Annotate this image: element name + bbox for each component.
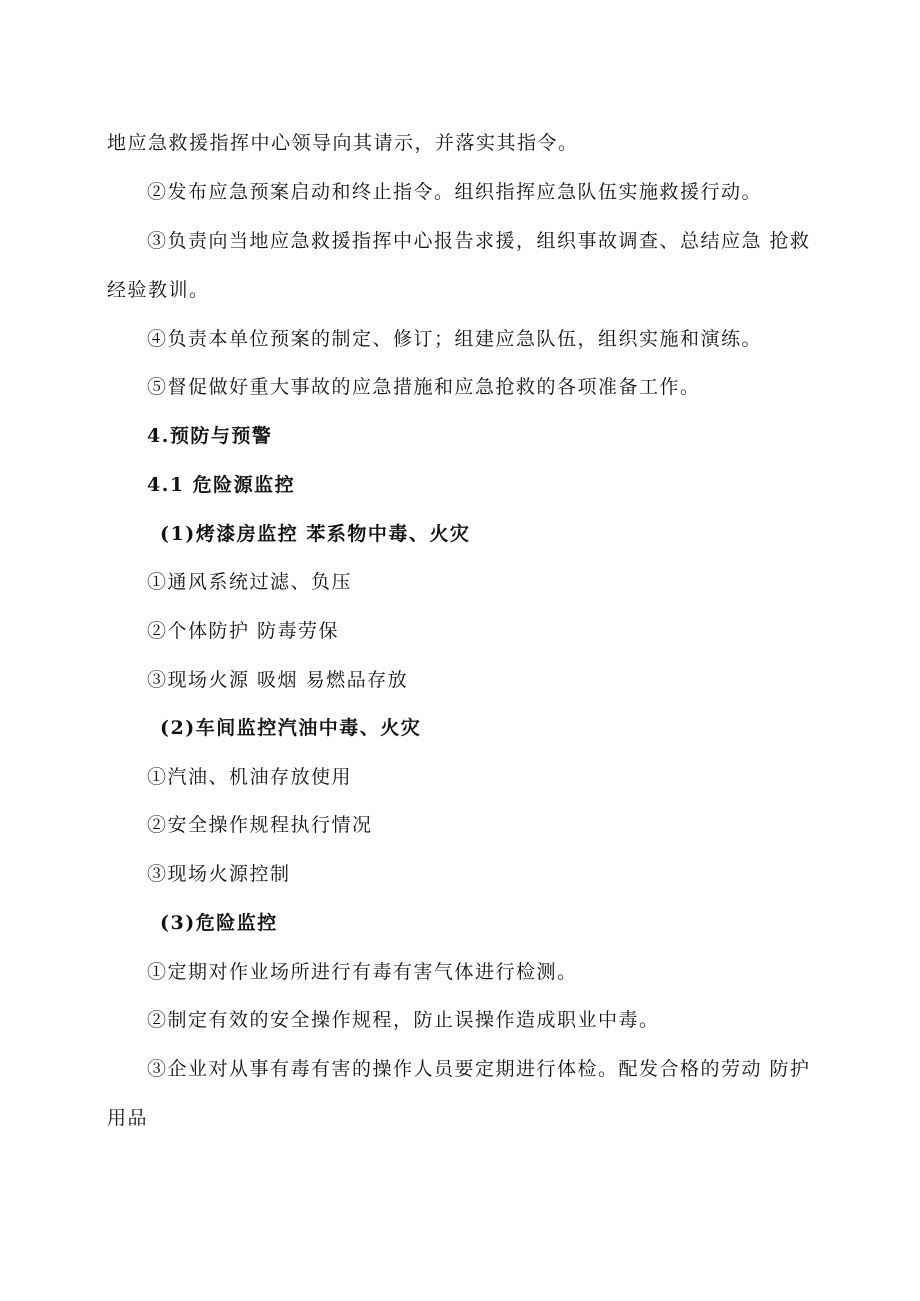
item-heading: (1)烤漆房监控 苯系物中毒、火灾	[160, 523, 471, 545]
item-heading: (2)车间监控汽油中毒、火灾	[160, 717, 422, 739]
list-item: ②个体防护 防毒劳保	[147, 620, 340, 642]
list-item: ③现场火源 吸烟 易燃品存放	[147, 669, 409, 691]
paragraph-item: ③负责向当地应急救援指挥中心报告求援，组织事故调查、总结应急 抢救	[147, 230, 811, 252]
paragraph-item: ②发布应急预案启动和终止指令。组织指挥应急队伍实施救援行动。	[147, 181, 763, 203]
list-item: ①汽油、机油存放使用	[147, 766, 353, 788]
paragraph-item: ④负责本单位预案的制定、修订；组建应急队伍，组织实施和演练。	[147, 328, 763, 350]
list-item: ②制定有效的安全操作规程，防止误操作造成职业中毒。	[147, 1009, 660, 1031]
paragraph-continuation: 用品	[107, 1107, 149, 1129]
list-item: ①定期对作业场所进行有毒有害气体进行检测。	[147, 961, 578, 983]
paragraph-continuation: 经验教训。	[107, 279, 210, 301]
list-item: ③现场火源控制	[147, 863, 291, 885]
paragraph-item: ⑤督促做好重大事故的应急措施和应急抢救的各项准备工作。	[147, 376, 701, 398]
list-item: ②安全操作规程执行情况	[147, 814, 373, 836]
subsection-heading: 4.1 危险源监控	[147, 474, 296, 496]
item-heading: (3)危险监控	[160, 912, 278, 934]
paragraph-continuation: 地应急救援指挥中心领导向其请示，并落实其指令。	[107, 132, 579, 154]
list-item: ①通风系统过滤、负压	[147, 571, 353, 593]
section-heading: 4.预防与预警	[147, 425, 273, 447]
list-item: ③企业对从事有毒有害的操作人员要定期进行体检。配发合格的劳动 防护	[147, 1058, 811, 1080]
